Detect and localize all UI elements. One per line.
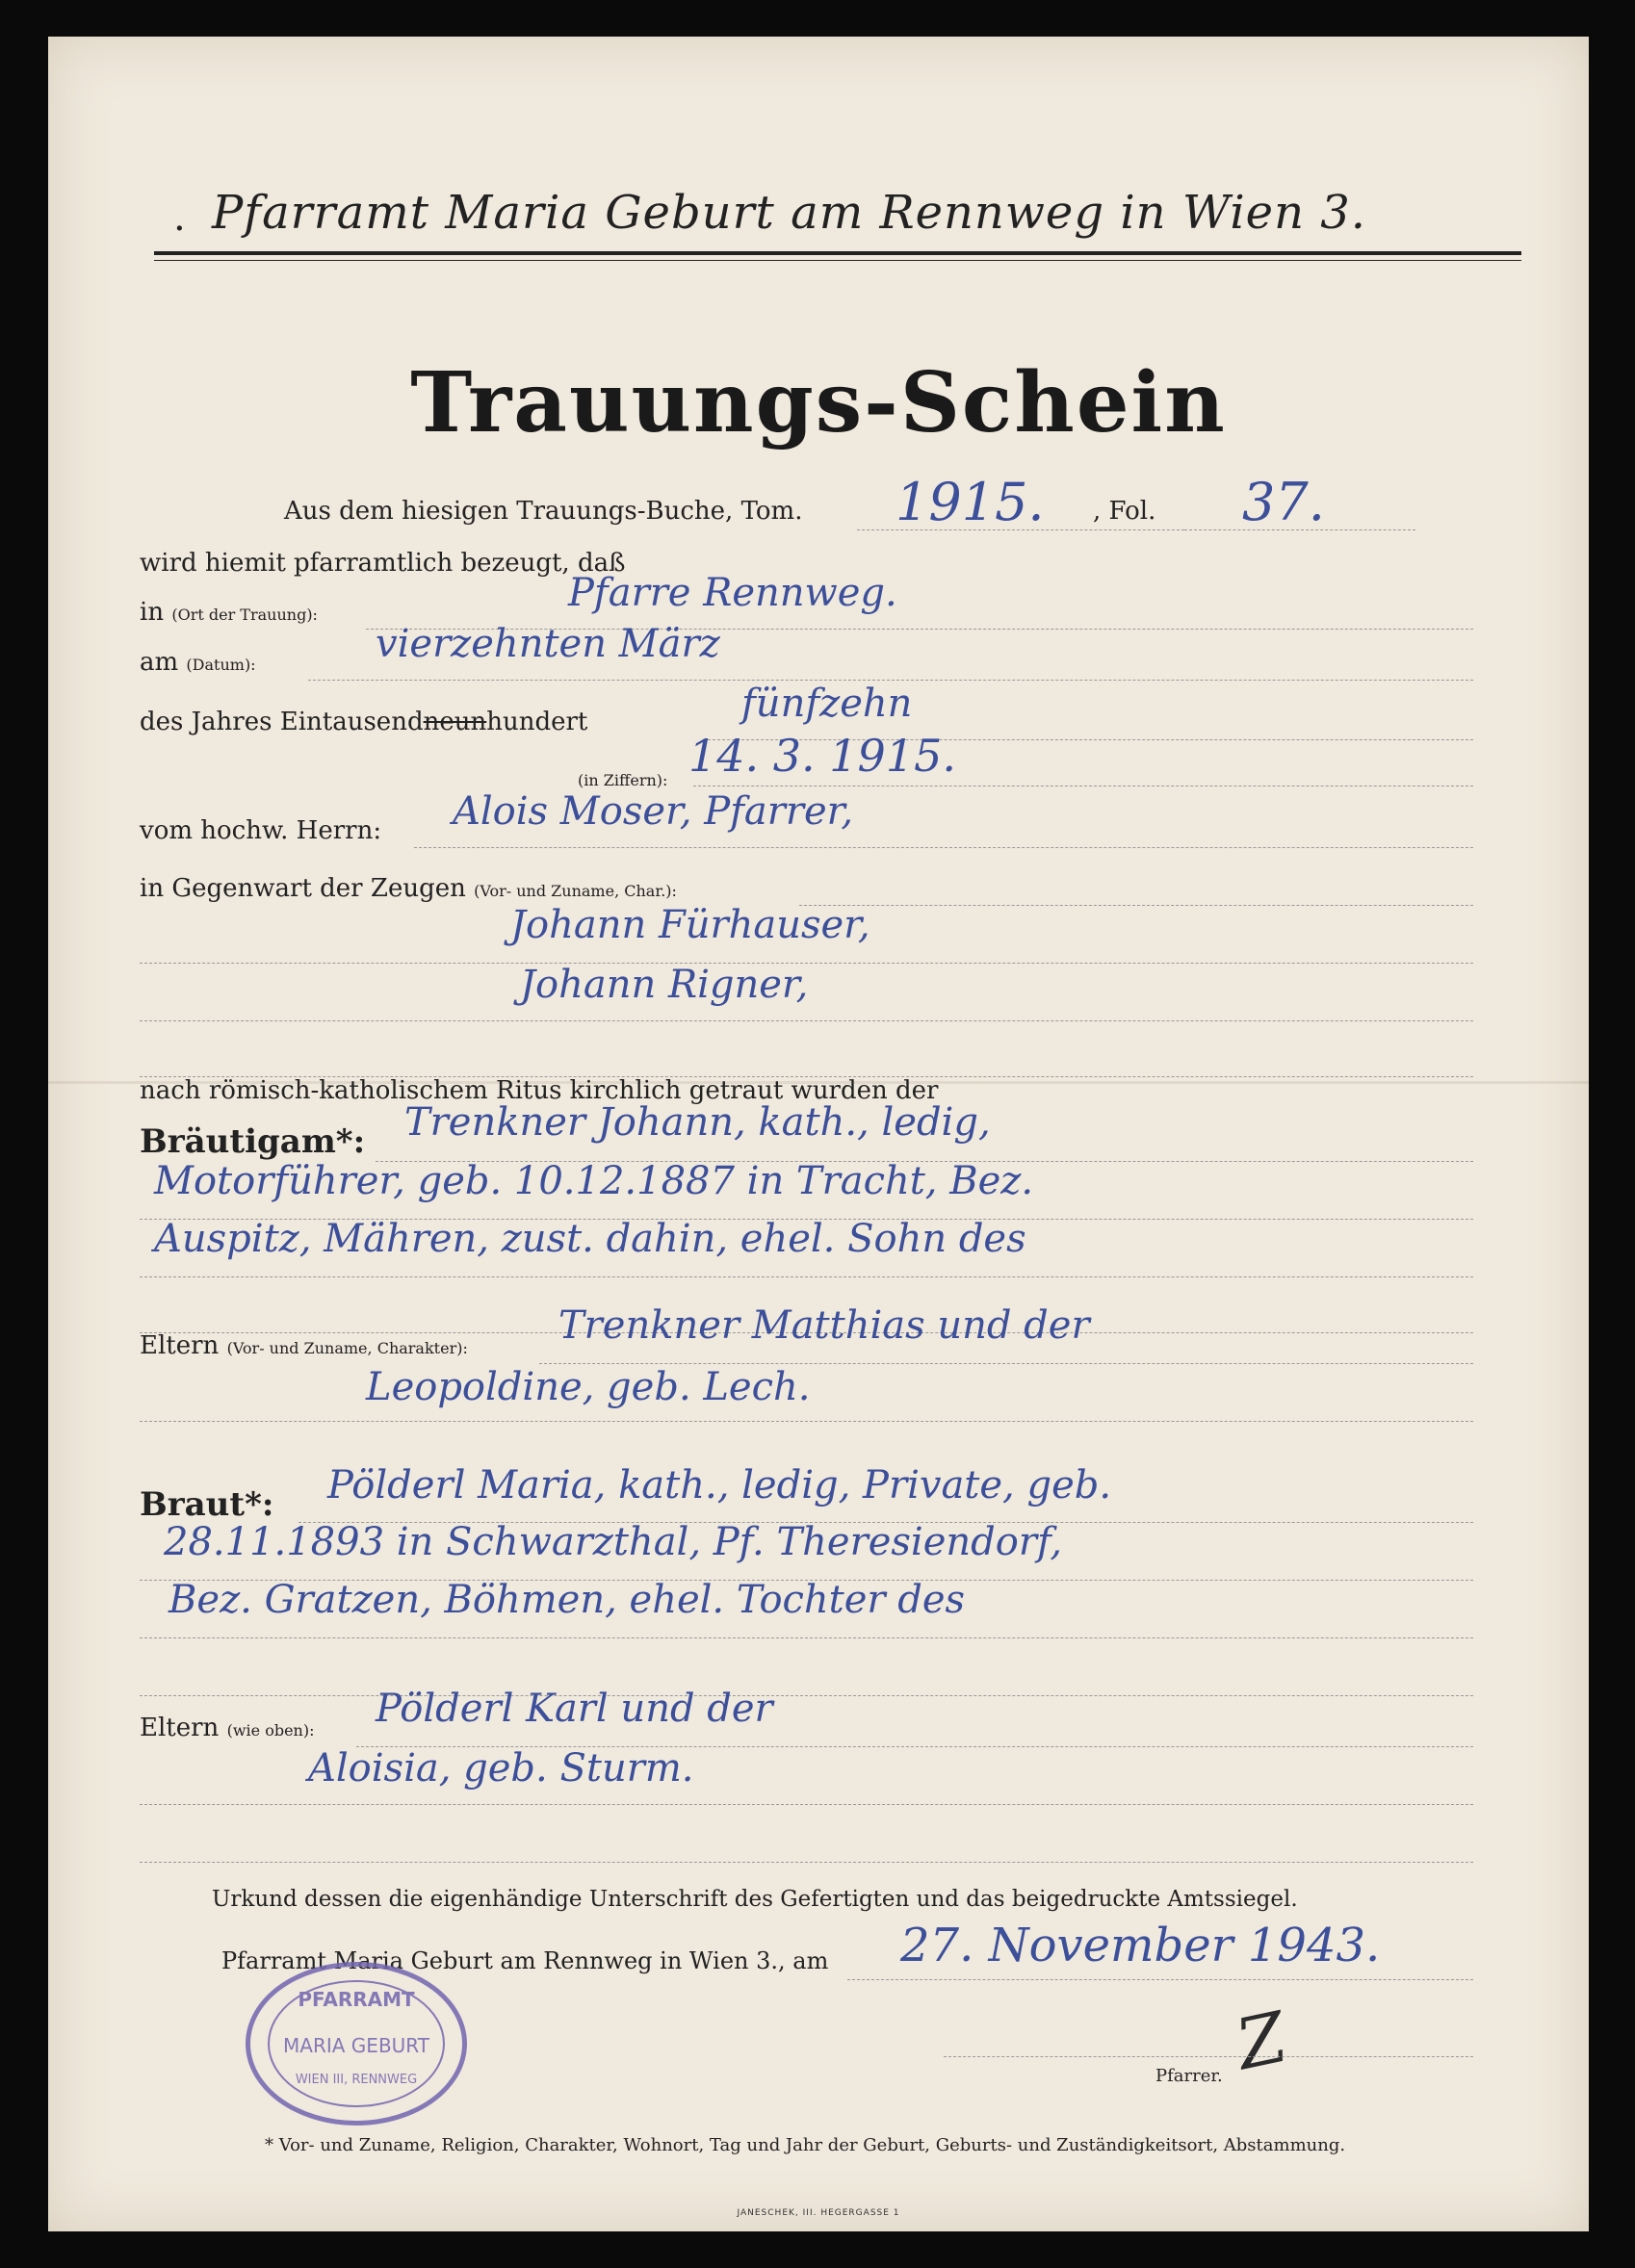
parish-seal — [246, 1962, 467, 2126]
zeugen-label: in Gegenwart der Zeugen — [140, 874, 466, 903]
parish-header: Pfarramt Maria Geburt am Rennweg in Wien 3. — [212, 186, 1367, 240]
header-bullet: . — [173, 195, 186, 240]
fol-value: 37. — [1242, 472, 1325, 532]
signature-line — [944, 2056, 1473, 2057]
herr-label: vom hochw. Herrn: — [140, 816, 382, 845]
eltern2-line-3 — [140, 1862, 1473, 1863]
jahr-label-b: hundert — [486, 708, 588, 736]
braut-line-4 — [140, 1695, 1473, 1696]
ziffern-label: (in Ziffern): — [578, 771, 668, 789]
am-label: am — [140, 648, 179, 677]
zeugen-line-3 — [140, 1020, 1473, 1021]
seal-bottom-text: WIEN III, RENNWEG — [295, 2073, 418, 2087]
eltern1-line-1 — [539, 1363, 1473, 1364]
eltern2-2: Aloisia, geb. Sturm. — [308, 1746, 694, 1791]
zeugen-line — [799, 905, 1473, 906]
am-line — [308, 680, 1473, 681]
eltern2-1: Pölderl Karl und der — [376, 1687, 773, 1731]
herr-value: Alois Moser, Pfarrer, — [453, 789, 854, 834]
braut-label: Braut*: — [140, 1485, 274, 1524]
seal-top-text: PFARRAMT — [298, 1988, 415, 2011]
eltern2-label: Eltern — [140, 1714, 220, 1742]
braut-2: 28.11.1893 in Schwarzthal, Pf. Theresiendorf, — [164, 1520, 1063, 1564]
braeutigam-line-3 — [140, 1276, 1473, 1277]
closing-date: 27. November 1943. — [900, 1919, 1381, 1972]
in-label: in — [140, 598, 165, 627]
in-sub: (Ort der Trauung): — [171, 606, 318, 624]
eltern1-sub: (Vor- und Zuname, Charakter): — [226, 1339, 468, 1357]
eltern1-1: Trenkner Matthias und der — [558, 1303, 1090, 1348]
header-rule-thick — [154, 251, 1521, 255]
braut-3: Bez. Gratzen, Böhmen, ehel. Tochter des — [169, 1578, 966, 1622]
eltern2-line-2 — [140, 1804, 1473, 1805]
braut-line-3 — [140, 1637, 1473, 1638]
in-value: Pfarre Rennweg. — [568, 571, 897, 615]
zeugen-sub: (Vor- und Zuname, Char.): — [474, 882, 677, 900]
closing-date-line — [847, 1979, 1473, 1980]
tom-value: 1915. — [895, 472, 1045, 532]
braeutigam-2: Motorführer, geb. 10.12.1887 in Tracht, Bez. — [154, 1159, 1034, 1203]
eltern1-2: Leopoldine, geb. Lech. — [366, 1365, 811, 1409]
header-rule-thin — [154, 260, 1521, 261]
pfarrer-label: Pfarrer. — [1155, 2066, 1223, 2086]
am-value: vierzehnten März — [376, 622, 720, 666]
herr-line — [414, 847, 1473, 848]
eltern1-line-2 — [140, 1421, 1473, 1422]
footnote: * Vor- und Zuname, Religion, Charakter, Wohnort, Tag und Jahr der Geburt, Geburts- und Zuständigkeitsort, Abstammung. — [265, 2135, 1346, 2155]
ritus-statement: nach römisch-katholischem Ritus kirchlich getraut wurden der — [140, 1076, 939, 1105]
fol-label: , Fol. — [1093, 497, 1156, 526]
seal-middle-text: MARIA GEBURT — [283, 2034, 429, 2057]
jahr-label: des Jahres Eintausend — [140, 708, 424, 736]
jahr-value: fünfzehn — [741, 682, 913, 726]
braeutigam-label: Bräutigam*: — [140, 1122, 366, 1161]
urkund-statement: Urkund dessen die eigenhändige Unterschrift des Gefertigten und das beigedruckte Amtssiegel. — [212, 1887, 1298, 1912]
closing-place: Pfarramt Maria Geburt am Rennweg in Wien 3., am — [221, 1947, 829, 1974]
braeutigam-3: Auspitz, Mähren, zust. dahin, ehel. Sohn des — [154, 1217, 1026, 1261]
pfarrer-signature: Z — [1229, 1996, 1294, 2086]
braeutigam-1: Trenkner Johann, kath., ledig, — [404, 1100, 991, 1145]
eltern1-label: Eltern — [140, 1331, 220, 1360]
certificate-sheet — [48, 37, 1589, 2231]
am-sub: (Datum): — [186, 656, 256, 674]
printer-imprint: JANESCHEK, III. HEGERGASSE 1 — [737, 2208, 900, 2218]
jahr-struck: neun — [423, 708, 487, 736]
ziffern-value: 14. 3. 1915. — [688, 730, 956, 782]
document-title: Trauungs-Schein — [410, 354, 1227, 451]
intro-statement: wird hiemit pfarramtlich bezeugt, daß — [140, 549, 626, 578]
intro-label: Aus dem hiesigen Trauungs-Buche, Tom. — [284, 497, 803, 526]
eltern2-sub: (wie oben): — [226, 1721, 315, 1740]
braut-1: Pölderl Maria, kath., ledig, Private, geb. — [327, 1463, 1112, 1508]
zeuge-1: Johann Fürhauser, — [510, 903, 870, 947]
zeuge-2: Johann Rigner, — [520, 963, 809, 1007]
